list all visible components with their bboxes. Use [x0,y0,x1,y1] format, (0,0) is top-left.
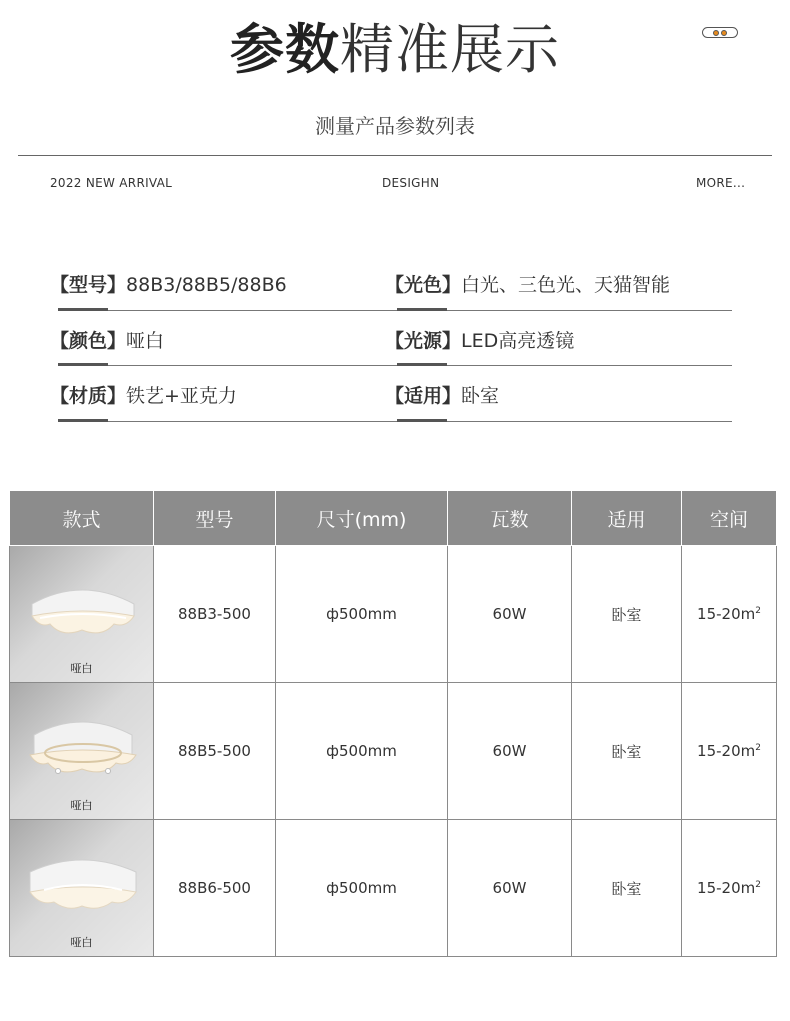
spec-value: 卧室 [461,385,500,407]
table-row [10,820,777,957]
cell-model: 88B3-500 [154,546,276,683]
product-image-cell [10,546,154,683]
header-style: 款式 [10,491,154,546]
page-subtitle: 测量产品参数列表 [315,114,475,138]
product-image-88b6 [10,820,153,956]
cell-space [682,820,777,957]
cell-watt: 60W [448,683,572,820]
spec-material [50,381,237,409]
decorative-dots-icon [702,27,738,38]
color-label: 哑白 [70,662,93,675]
dot-icon [721,30,727,36]
spec-marker [58,419,108,422]
spec-value: 哑白 [126,330,165,352]
divider [18,155,772,156]
spec-value: 铁艺+亚克力 [126,385,237,407]
dot-icon [713,30,719,36]
product-image-cell [10,820,154,957]
space-unit-sup: 2 [755,743,761,753]
spec-marker [397,419,447,422]
spec-value: 白光、三色光、天猫智能 [461,274,671,296]
space-value: 15-20m [697,879,756,897]
spec-marker [397,363,447,366]
product-image-cell [10,683,154,820]
spec-key: 【光源】 [385,330,462,352]
spec-key: 【颜色】 [50,330,127,352]
product-image-88b3 [10,546,153,682]
spec-marker [397,308,447,311]
cell-size: ф500mm [276,683,448,820]
cell-model: 88B6-500 [154,820,276,957]
spec-light-source [385,326,574,354]
product-image-88b5 [10,683,153,819]
spec-model [50,270,287,298]
header-size: 尺寸(mm) [276,491,448,546]
cell-model: 88B5-500 [154,683,276,820]
table-header-row [10,491,777,546]
space-unit-sup: 2 [755,880,761,890]
spec-divider [58,365,732,366]
title-bold: 参数 [230,18,340,81]
cell-size: ф500mm [276,546,448,683]
title-light: 精准展示 [340,18,560,81]
spec-value: LED高亮透镜 [461,330,575,352]
spec-key: 【适用】 [385,385,462,407]
page-title [0,18,790,82]
spec-divider [58,310,732,311]
spec-divider [58,421,732,422]
cell-use: 卧室 [572,683,682,820]
cell-use: 卧室 [572,820,682,957]
cell-use: 卧室 [572,546,682,683]
space-unit-sup: 2 [755,606,761,616]
cell-watt: 60W [448,820,572,957]
spec-table [9,490,777,957]
spec-usage [385,381,499,409]
spec-key: 【型号】 [50,274,127,296]
space-value: 15-20m [697,742,756,760]
header-use: 适用 [572,491,682,546]
table-row [10,546,777,683]
nav-design: DESIGHN [382,176,440,190]
space-value: 15-20m [697,605,756,623]
spec-marker [58,363,108,366]
header-space: 空间 [682,491,777,546]
color-label: 哑白 [70,936,93,949]
spec-key: 【光色】 [385,274,462,296]
cell-watt: 60W [448,546,572,683]
spec-color [50,326,164,354]
table-row [10,683,777,820]
spec-marker [58,308,108,311]
header-model: 型号 [154,491,276,546]
cell-space [682,546,777,683]
nav-new-arrival: 2022 NEW ARRIVAL [50,176,173,190]
spec-key: 【材质】 [50,385,127,407]
header-watt: 瓦数 [448,491,572,546]
color-label: 哑白 [70,799,93,812]
cell-space [682,683,777,820]
spec-light-color [385,270,670,298]
nav-more-link[interactable]: MORE... [696,176,746,190]
spec-value: 88B3/88B5/88B6 [126,274,287,296]
cell-size: ф500mm [276,820,448,957]
